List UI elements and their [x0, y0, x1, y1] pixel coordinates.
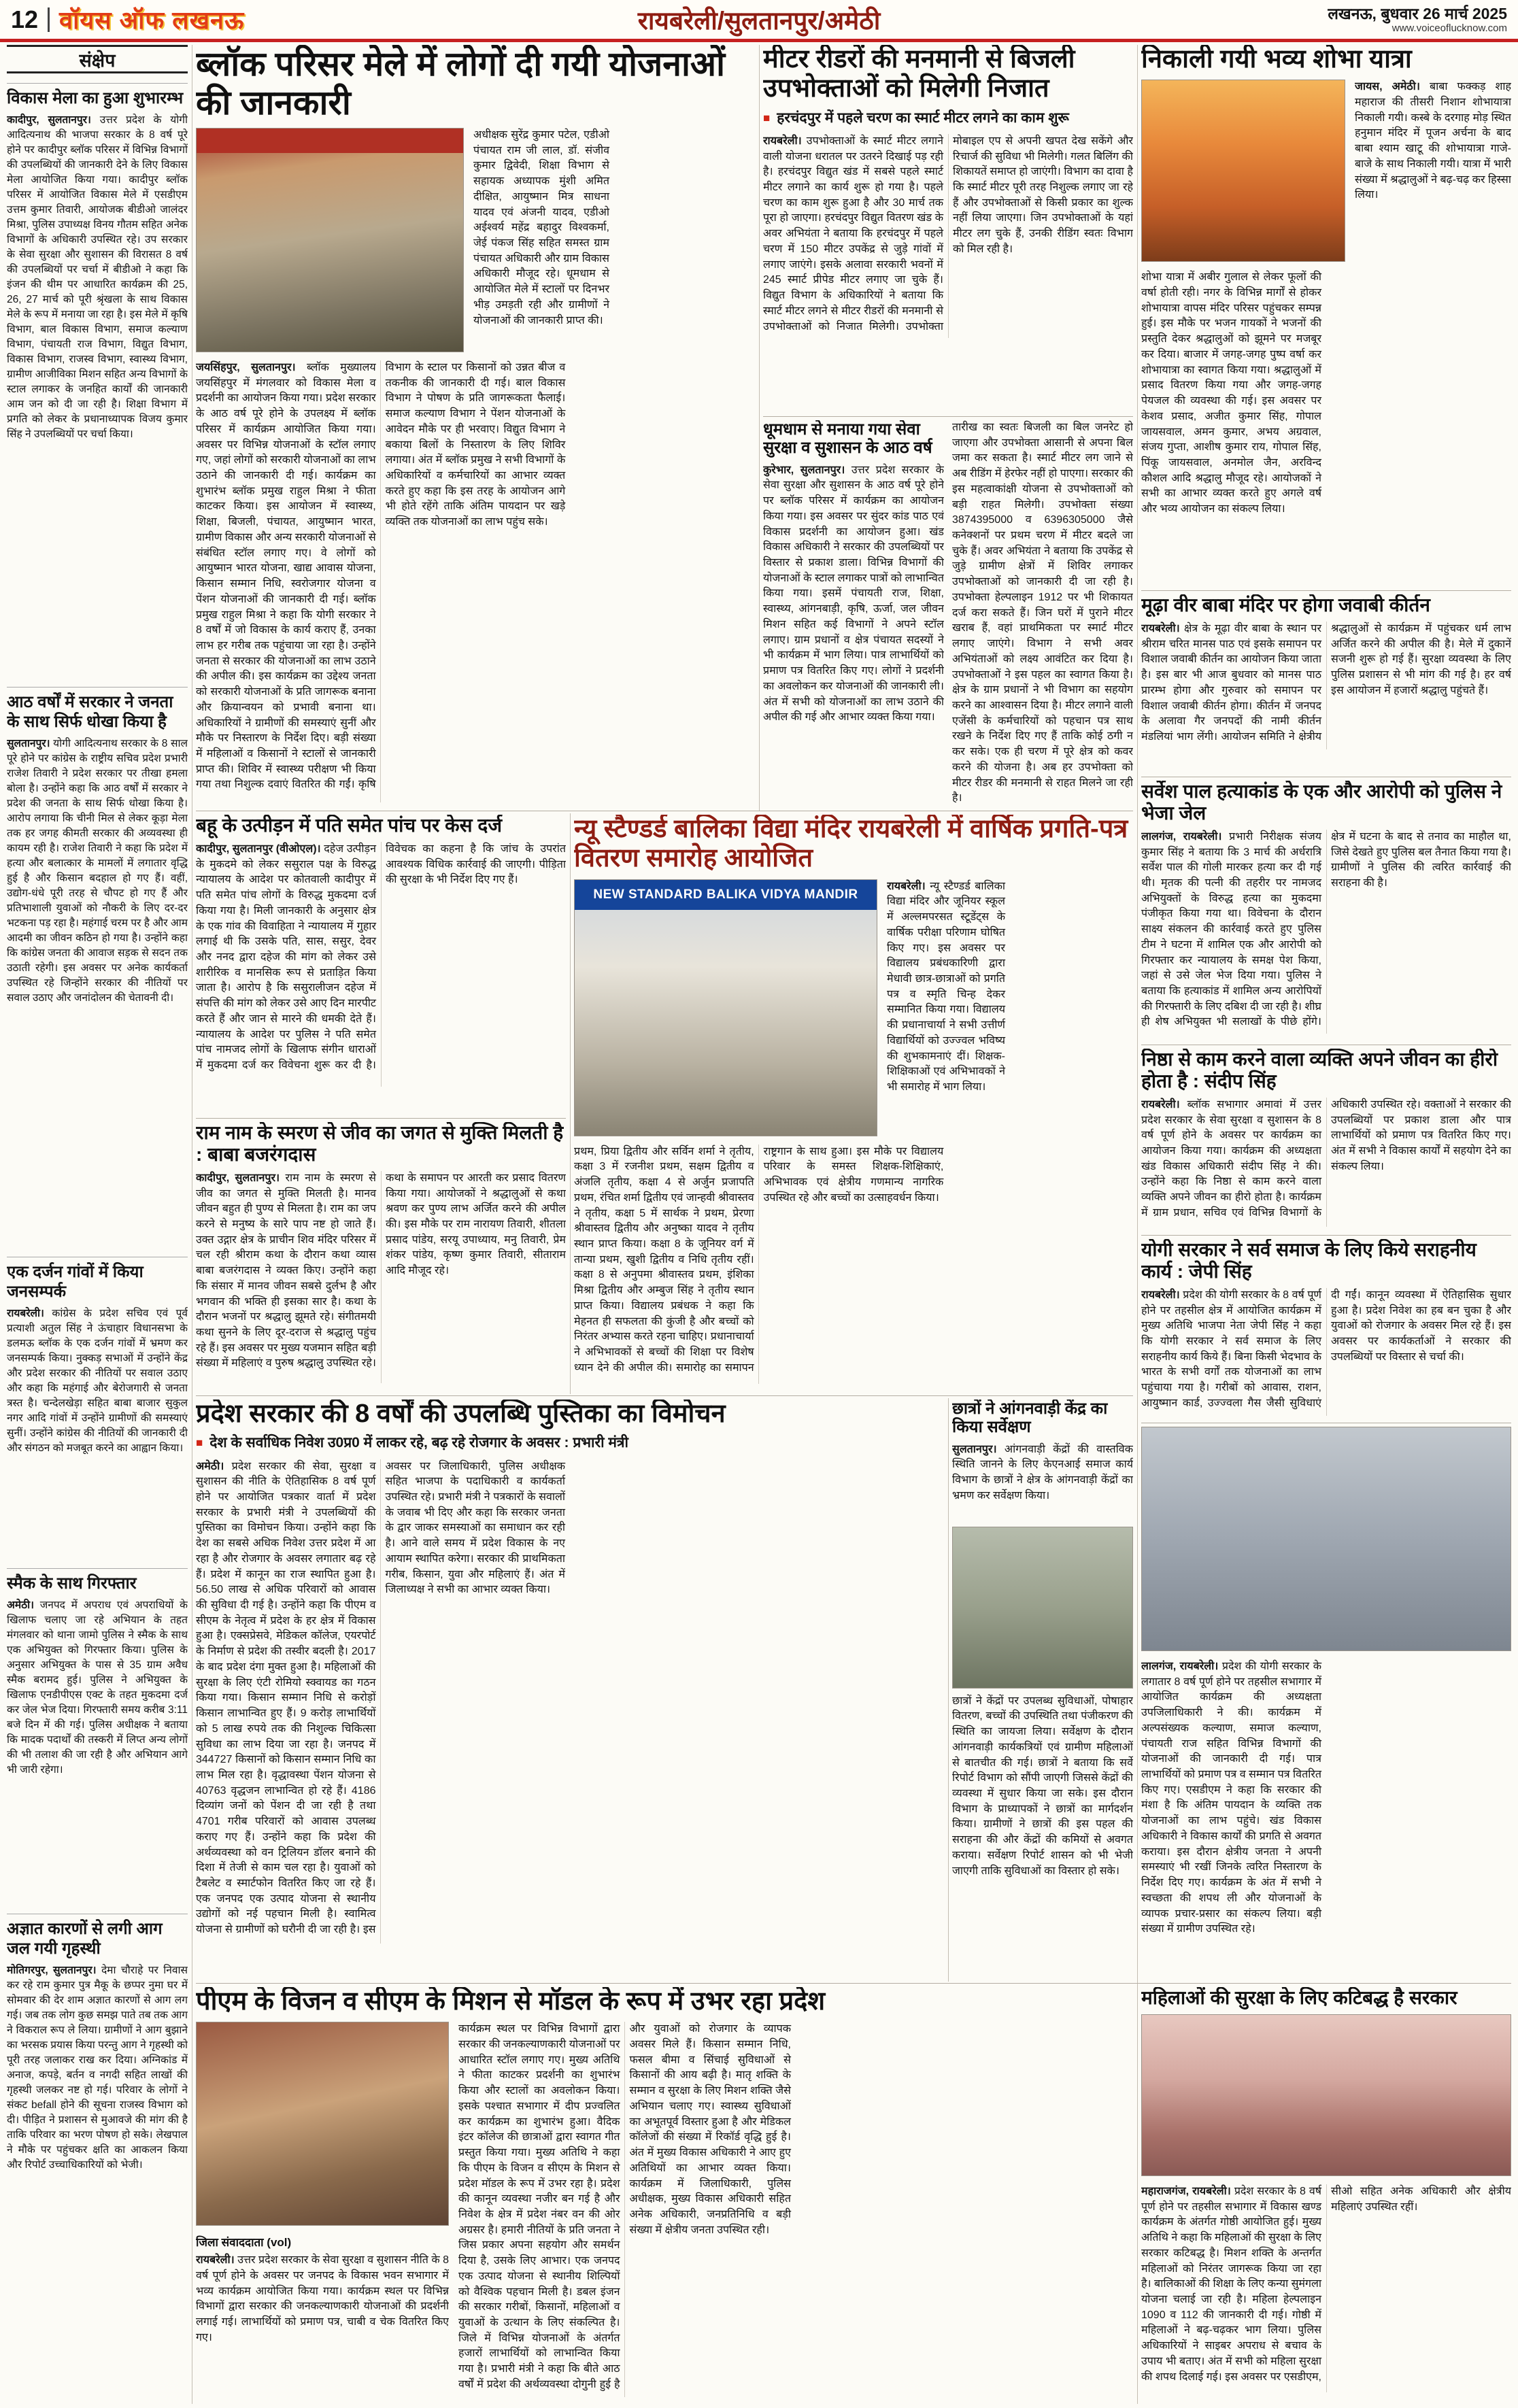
body-text: प्रदेश की योगी सरकार के 8 वर्ष पूर्ण होने पर तहसील क्षेत्र में आयोजित कार्यक्रम में मुख्य अतिथि भाजपा नेता जेपी सिंह ने कहा कि योगी सरकार ने सर्व समाज के लिए सराहनीय कार्य किये हैं। बिना किसी भेदभाव के भारत के सभी वर्गों तक योजनाओं का लाभ पहुंचाया गया है। गरीबों को आवास, राशन, आयुष्मान कार्ड, उज्ज्वला गैस जैसी सुविधाएं दी गईं। कानून व्यवस्था में ऐतिहासिक सुधार हुआ है। प्रदेश निवेश का हब बन चुका है और युवाओं को रोजगार के अवसर मिल रहे हैं। इस अवसर पर कार्यकर्ताओं ने सरकार की उपलब्धियों पर विस्तार से चर्चा की। — [1141, 1289, 1511, 1409]
dateline: कुरेभार, सुलतानपुर। — [763, 464, 845, 476]
headline: बहू के उत्पीड़न में पति समेत पांच पर केस दर्ज — [196, 815, 502, 836]
edition-region: रायबरेली/सुलतानपुर/अमेठी — [637, 7, 881, 35]
article-body-side — [1355, 80, 1511, 262]
anganwadi-survey-photo — [952, 1527, 1133, 1689]
dateline: सुलतानपुर। — [952, 1443, 997, 1455]
headline: मीटर रीडरों की मनमानी से बिजली उपभोक्ताओं को मिलेगी निजात — [763, 45, 1075, 103]
headline: ब्लॉक परिसर मेले में लोगों दी गयी योजनाओं की जानकारी — [196, 45, 725, 122]
dateline: लालगंज, रायबरेली। — [1141, 830, 1222, 843]
body-text: शोभा यात्रा में अबीर गुलाल से लेकर फूलों की वर्षा होती रही। नगर के विभिन्न मार्गों से होकर शोभायात्रा वापस मंदिर परिसर पहुंचकर सम्पन्न हुई। इस मौके पर भजन गायकों ने भजनों की प्रस्तुति देकर श्रद्धालुओं को झूमने पर मजबूर कर दिया। बाजार में जगह-जगह पुष्प वर्षा कर शोभायात्रा का स्वागत किया गया। श्रद्धालुओं में प्रसाद वितरण किया गया और जगह-जगह पेयजल की व्यवस्था की गई। इस अवसर पर केशव प्रसाद, अजीत कुमार सिंह, गोपाल जायसवाल, अमन कुमार, अभय अग्रवाल, संजय गुप्ता, आशीष कुमार राय, गोपाल सिंह, पिंकू जायसवाल, अनमोल जैन, अरविन्द कौशल आदि श्रद्धालु मौजूद रहे। आयोजकों ने सभी का आभार व्यक्त करते हुए अगले वर्ष और भव्य आयोजन का संकल्प लिया। — [1141, 271, 1321, 515]
article-body — [1141, 2184, 1511, 2392]
article-body — [196, 1459, 944, 1944]
article-body — [1141, 622, 1511, 749]
article-ram-naam — [196, 1122, 566, 1394]
body-text: उपभोक्ताओं के स्मार्ट मीटर लगाने वाली योजना धरातल पर उतरने दिखाई पड़ रही है। हरचंदपुर विद्युत खंड में सबसे पहले स्मार्ट मीटर लगाने का कार्य शुरू हो गया है। पहले चरण का काम शुरू हुआ है और 30 मार्च तक पूरा हो जाएगा। हरचंदपुर विद्युत वितरण खंड के अवर अभियंता ने बताया कि हरचंदपुर में पहले चरण में 150 मीटर उपकेंद्र से जुड़े गांवों में लगाए जाएंगे। इसके अलावा सरकारी भवनों में 245 स्मार्ट प्रीपेड मीटर लगाए जा चुके हैं। विद्युत विभाग के अधिकारियों ने बताया कि स्मार्ट मीटर लगने से मीटर रीडरों की मनमानी से उपभोक्ताओं को निजात मिलेगी। उपभोक्ता मोबाइल एप से अपनी खपत देख सकेंगे और रिचार्ज की सुविधा भी मिलेगी। गलत बिलिंग की शिकायतें समाप्त हो जाएंगी। विभाग का दावा है कि स्मार्ट मीटर पूरी तरह निशुल्क लगाए जा रहे हैं और उपभोक्ताओं से किसी प्रकार का शुल्क नहीं लिया जाएगा। जिन उपभोक्ताओं के यहां मीटर लग चुके हैं, उनकी रीडिंग स्वतः विभाग को मिल रही है। — [763, 135, 1133, 333]
page-header — [0, 0, 1518, 42]
school-banner: NEW STANDARD BALIKA VIDYA MANDIR — [575, 880, 877, 910]
headline: राम नाम के स्मरण से जीव का जगत से मुक्ति मिलती है : बाबा बजरंगदास — [196, 1122, 564, 1165]
body-text: तारीख का स्वतः बिजली का बिल जनरेट हो जाएगा और उपभोक्ता आसानी से अपना बिल जमा कर सकता है। स्मार्ट मीटर लग जाने से अब रीडिंग में हेरफेर नहीं हो पाएगा। सरकार की इस महत्वाकांक्षी योजना से उपभोक्ताओं को बड़ी राहत मिलेगी। उपभोक्ता संख्या 3874395000 व 6396305000 जैसे कनेक्शनों पर प्रथम चरण में मीटर बदले जा चुके हैं। अवर अभियंता ने बताया कि उपकेंद्र से जुड़े ग्रामीण क्षेत्रों में शिविर लगाकर उपभोक्ताओं को जानकारी दी जा रही है। उपभोक्ता हेल्पलाइन 1912 पर भी शिकायत दर्ज करा सकते हैं। जिन घरों में पुराने मीटर खराब हैं, वहां प्राथमिकता पर स्मार्ट मीटर लगाए जाएंगे। विभाग ने सभी अवर अभियंताओं को लक्ष्य आवंटित कर दिया है। उपभोक्ताओं ने इस पहल का स्वागत किया है। क्षेत्र के ग्राम प्रधानों ने भी विभाग का सहयोग करने का आश्वासन दिया है। मीटर लगाने वाली एजेंसी के कर्मचारियों को पहचान पत्र साथ रखने के निर्देश दिए गए हैं ताकि कोई ठगी न कर सके। एक ही चरण में पूरे क्षेत्र को कवर करने की योजना है। अब हर उपभोक्ता को मीटर रीडर की मनमानी से राहत मिलने जा रही है। — [952, 422, 1133, 804]
body-text: प्रभारी निरीक्षक संजय कुमार सिंह ने बताया कि 3 मार्च की अर्धरात्रि सर्वेश पाल की गोली मारकर हत्या कर दी गई थी। मृतक की पत्नी की तहरीर पर नामजद अभियुक्तों के विरुद्ध हत्या का मुकदमा पंजीकृत किया गया था। विवेचना के दौरान साक्ष्य संकलन की कार्रवाई करते हुए पुलिस टीम ने घटना में शामिल एक और आरोपी को गिरफ्तार कर न्यायालय के समक्ष पेश किया, जहां से उसे जेल भेज दिया गया। पुलिस ने बताया कि हत्याकांड में शामिल अन्य आरोपियों की गिरफ्तारी के लिए दबिश दी जा रही है। शीघ्र ही शेष अभियुक्त भी सलाखों के पीछे होंगे। क्षेत्र में घटना के बाद से तनाव का माहौल था, जिसे देखते हुए पुलिस बल तैनात किया गया है। ग्रामीणों ने पुलिस की त्वरित कार्रवाई की सराहना की है। — [1141, 830, 1511, 1028]
body-text: राम नाम के स्मरण से जीव का जगत से मुक्ति मिलती है। मानव जीवन बहुत ही पुण्य से मिलता है। राम का जप करने से मनुष्य के सारे पाप नष्ट हो जाते हैं। उक्त उद्गार क्षेत्र के प्राचीन शिव मंदिर परिसर में चल रही श्रीराम कथा के दौरान कथा व्यास बाबा बजरंगदास ने व्यक्त किए। उन्होंने कहा कि संसार में मानव जीवन सबसे दुर्लभ है और भगवान की भक्ति ही इसका सार है। कथा के दौरान भजनों पर श्रद्धालु झूमते रहे। संगीतमयी कथा सुनने के लिए दूर-दराज से श्रद्धालु पहुंच रहे हैं। इस अवसर पर मुख्य यजमान सहित बड़ी संख्या में महिलाएं व पुरुष श्रद्धालु उपस्थित रहे। कथा के समापन पर आरती कर प्रसाद वितरण किया गया। आयोजकों ने श्रद्धालुओं से कथा श्रवण कर पुण्य लाभ अर्जित करने की अपील की। इस मौके पर राम नारायण तिवारी, शीतला प्रसाद पांडेय, सरयू उपाध्याय, मनु तिवारी, प्रेम शंकर पांडेय, कृष्ण कुमार तिवारी, सीताराम आदि मौजूद रहे। — [196, 1172, 566, 1370]
column-rule — [1137, 45, 1138, 2404]
article-pradesh-8-varsh — [196, 1400, 944, 1982]
dateline: महाराजगंज, रायबरेली। — [1141, 2185, 1231, 2197]
kicker-text: देश के सर्वाधिक निवेश उ0प्र0 में लाकर रहे, बढ़ रहे रोजगार के अवसर : प्रभारी मंत्री — [209, 1435, 628, 1451]
masthead: वॉयस ऑफ लखनऊ — [59, 6, 245, 34]
dateline: जयसिंहपुर, सुलतानपुर। — [196, 362, 296, 373]
headline: धूमधाम से मनाया गया सेवा सुरक्षा व सुशासन के आठ वर्ष — [763, 420, 932, 458]
dateline: रायबरेली। — [7, 1307, 44, 1319]
brief-headline: विकास मेला का हुआ शुभारम्भ — [7, 89, 184, 107]
body-text: देमा चौराहे पर निवास कर रहे राम कुमार पुत्र मैकू के छप्पर नुमा घर में सोमवार की देर शाम अज्ञात कारणों से आग लग गई। जब तक लोग कुछ समझ पाते तब तक आग ने विकराल रूप ले लिया। ग्रामीणों ने आग बुझाने का भरसक प्रयास किया परन्तु आग ने गृहस्थी को पूरी तरह जलाकर राख कर दिया। अग्निकांड में अनाज, कपड़े, बर्तन व नगदी सहित लाखों की गृहस्थी जलकर नष्ट हो गई। परिवार के लोगों ने संकट befall होने की सूचना राजस्व विभाग को दी। पीड़ित ने प्रशासन से मुआवजे की मांग की है ताकि परिवार का भरण पोषण हो सके। लेखपाल ने मौके पर पहुंचकर क्षति का आकलन किया और रिपोर्ट उच्चाधिकारियों को भेजी। — [7, 1964, 188, 2171]
body-text: उत्तर प्रदेश के योगी आदित्यनाथ की भाजपा सरकार के 8 वर्ष पूरे होने पर कादीपुर ब्लॉक परिसर में विभिन्न विभागों की उपलब्धियों की जानकारी देने के लिए विकास मेला आयोजित किया गया। कादीपुर ब्लॉक परिसर में आयोजित विकास मेले में एसडीएम उत्तम कुमार तिवारी, आयोजक बीडीओ जालंदर मिश्रा, पुलिस उपाध्यक्ष विनय गौतम सहित अनेक विभागों के अधिकारी उपस्थित रहे। उप सरकार के सेवा सुरक्षा और सुशासन की विरासत 8 वर्ष की उपलब्धियों पर चर्चा में बीडीओ ने कहा कि इंजन की थीम पर आधारित कार्यक्रम की 25, 26, 27 मार्च को पूरी श्रृंखला के साथ विकास मेले के रूप में मनाया जा रहा है। इस मेले में कृषि विभाग, बाल विकास विभाग, समाज कल्याण विभाग, पंचायती राज विभाग, विद्युत विभाग, विकास विभाग, राजस्व विभाग, स्वास्थ्य विभाग, ग्रामीण आजीविका मिशन सहित अन्य विभागों के स्टाल लगाकर के जनहित कार्यों की जानकारी आम जन को दी जा रही है। शिक्षा विभाग में प्रगति को लेकर के प्रधानाध्यापक विजय कुमार सिंह ने उपलब्धियों पर चर्चा किया। — [7, 114, 188, 440]
column-rule — [948, 1398, 949, 1982]
article-body — [196, 842, 566, 1087]
body-text: आंगनवाड़ी केंद्रों की वास्तविक स्थिति जानने के लिए केएनआई समाज कार्य विभाग के छात्रों ने क्षेत्र के आंगनवाड़ी केंद्रों का भ्रमण कर सर्वेक्षण किया। — [952, 1443, 1133, 1502]
dateline: लालगंज, रायबरेली। — [1141, 1661, 1219, 1672]
dateline: रायबरेली। — [887, 880, 926, 892]
article-body — [1141, 1288, 1511, 1416]
article-body — [196, 360, 755, 802]
body-text: दहेज उत्पीड़न के मुकदमे को लेकर ससुराल पक्ष के विरुद्ध न्यायालय के आदेश पर कोतवाली कादीपुर में पति समेत पांच लोगों के विरुद्ध मुकदमा दर्ज किया गया है। मिली जानकारी के अनुसार क्षेत्र के एक गांव की विवाहिता ने न्यायालय में गुहार लगाई थी कि उसके पति, सास, ससुर, देवर और ननद द्वारा दहेज की मांग को लेकर उसे शारीरिक व मानसिक रूप से प्रताड़ित किया जाता है। आरोप है कि ससुरालीजन दहेज में संपत्ति की मांग को लेकर उसे आए दिन मारपीट करते हैं और जान से मारने की धमकी देते हैं। न्यायालय के आदेश पर पुलिस ने पति समेत पांच नामजद लोगों के खिलाफ संगीन धाराओं में मुकदमा दर्ज कर विवेचना शुरू कर दी है। विवेचक का कहना है कि जांच के उपरांत आवश्यक विधिक कार्रवाई की जाएगी। पीड़िता की सुरक्षा के भी निर्देश दिए गए हैं। — [196, 843, 566, 1071]
headline: निष्ठा से काम करने वाला व्यक्ति अपने जीवन का हीरो होता है : संदीप सिंह — [1141, 1049, 1498, 1091]
body-text: कांग्रेस के प्रदेश सचिव एवं पूर्व प्रत्याशी अतुल सिंह ने ऊंचाहार विधानसभा के डलमऊ ब्लॉक के एक दर्जन गांवों में भ्रमण कर जनसम्पर्क किया। नुक्कड़ सभाओं में उन्होंने केंद्र और प्रदेश सरकार की नीतियों पर सवाल उठाए और कहा कि महंगाई और बेरोजगारी से जनता त्रस्त है। चन्देलखेड़ा सहित बाबा बाजार सुकुल नगर आदि गांवों में उन्होंने ग्रामीणों की समस्याएं सुनीं। उन्होंने कांग्रेस की नीतियों की जानकारी दी और संगठन को मजबूत करने का आह्वान किया। — [7, 1307, 188, 1454]
column-rule — [570, 813, 571, 1394]
headline: पीएम के विजन व सीएम के मिशन से मॉडल के रूप में उभर रहा प्रदेश — [196, 1987, 826, 2016]
article-moodha-kirtan — [1141, 594, 1511, 774]
section-rule — [1141, 590, 1511, 591]
article-block-mela — [196, 45, 755, 808]
headline: न्यू स्टैण्डर्ड बालिका विद्या मंदिर रायबरेली में वार्षिक प्रगति-पत्र वितरण समारोह आयोजित — [574, 815, 1128, 873]
article-body — [1141, 830, 1511, 1034]
mahila-suraksha-photo — [1141, 2014, 1511, 2176]
dateline: सुलतानपुर। — [7, 737, 50, 749]
body-text: न्यू स्टैण्डर्ड बालिका विद्या मंदिर और जूनियर स्कूल में अल्लमपरसत स्टूडेंट्स के वार्षिक परीक्षा परिणाम घोषित किए गए। इस अवसर पर विद्यालय प्रबंधकारिणी द्वारा मेधावी छात्र-छात्राओं को प्रगति पत्र व स्मृति चिन्ह देकर सम्मानित किया गया। विद्यालय की प्रधानाचार्या ने सभी उत्तीर्ण विद्यार्थियों को उज्ज्वल भविष्य की शुभकामनाएं दीं। शिक्षक-शिक्षिकाओं एवं अभिभावकों ने भी समारोह में भाग लिया। — [887, 880, 1005, 1093]
section-rule — [196, 1983, 1511, 1984]
body-text: जनपद में अपराध एवं अपराधियों के खिलाफ चलाए जा रहे अभियान के तहत मंगलवार को थाना जामो पुलिस ने स्मैक के साथ एक अभियुक्त को गिरफ्तार किया। पुलिस के अनुसार अभियुक्त के पास से 35 ग्राम अवैध स्मैक बरामद हुई। पुलिस ने अभियुक्त के खिलाफ एनडीपीएस एक्ट के तहत मुकदमा दर्ज कर जेल भेज दिया। गिरफ्तारी समय करीब 3:11 बजे दिन में की गई। पुलिस अधीक्षक ने बताया कि मादक पदार्थों की तस्करी में लिप्त अन्य लोगों की भी तलाश की जा रही है और अभियान आगे भी जारी रहेगा। — [7, 1599, 188, 1776]
article-shobha-yatra — [1141, 45, 1511, 588]
article-mahila-suraksha — [1141, 1987, 1511, 2404]
article-body-top — [952, 1442, 1133, 1521]
shobha-yatra-photo — [1141, 80, 1345, 262]
article-pm-vision — [196, 1987, 1133, 2404]
dateline: रायबरेली। — [763, 135, 802, 147]
page-number: 12 — [11, 7, 50, 32]
brief-headline: अज्ञात कारणों से लगी आग जल गयी गृहस्थी — [7, 1920, 163, 1958]
body-text: प्रथम, प्रिया द्वितीय और सर्विन शर्मा ने तृतीय, कक्षा 3 में रजनीश प्रथम, सक्षम द्वितीय व अंजलि तृतीय, कक्षा 4 से अर्जुन प्रजापति प्रथम, रंचित शर्मा द्वितीय एवं जान्हवी श्रीवास्तव ने तृतीय, कक्षा 5 में सार्थक ने प्रथम, प्रेरणा श्रीवास्तव द्वितीय और अनुष्का यादव ने तृतीय स्थान प्राप्त किया। कक्षा 8 के जूनियर वर्ग में तान्या प्रथम, खुशी द्वितीय व निधि तृतीय रहीं। कक्षा 8 से अनुपमा श्रीवास्तव प्रथम, इंशिका मिश्रा द्वितीय और अम्बुज सिंह ने तृतीय स्थान प्राप्त किया। विद्यालय प्रबंधक ने कहा कि मेहनत ही सफलता की कुंजी है और बच्चों को निरंतर अभ्यास करते रहना चाहिए। प्रधानाचार्या ने अभिभावकों से बच्चों की शिक्षा पर विशेष ध्यान देने की अपील की। समारोह का समापन राष्ट्रगान के साथ हुआ। इस मौके पर विद्यालय परिवार के समस्त शिक्षक-शिक्षिकाएं, अभिभावक एवं क्षेत्रीय गणमान्य नागरिक उपस्थित रहे और बच्चों का उत्साहवर्धन किया। — [574, 1145, 944, 1374]
article-dhoomdham — [763, 420, 944, 808]
article-new-standard — [574, 815, 1133, 1394]
headline: सर्वेश पाल हत्याकांड के एक और आरोपी को पुलिस ने भेजा जेल — [1141, 781, 1502, 824]
photo-banner-strip — [197, 129, 463, 153]
brief-body — [7, 736, 188, 1006]
body-text: योगी आदित्यनाथ सरकार के 8 साल पूरे होने पर कांग्रेस के राष्ट्रीय सचिव प्रदेश प्रभारी राजेश तिवारी ने प्रदेश सरकार पर तीखा हमला बोला है। उन्होंने कहा कि आठ वर्षों में सरकार ने प्रदेश की जनता के साथ सिर्फ धोखा किया है। आरोप लगाया कि चीनी मिल से लेकर कूड़ा मेला तक हर जगह कीमती सरकार की अव्यवस्था ही कायम रही है। राजेश तिवारी ने कहा कि प्रदेश में हत्या और बलात्कार के मामलों में लगातार वृद्धि हुई है और किसान बदहाल हो गए हैं। वहीं, उद्योग-धंधे पूरी तरह से चौपट हो गए हैं और प्रतिभाशाली युवाओं को नौकरी के लिए दर-दर भटकना पड़ रहा है। महंगाई चरम पर है और आम आदमी का जीवन कठिन हो गया है। उन्होंने कहा कि कांग्रेस जनता की आवाज सड़क से सदन तक उठाती रहेगी। इस अवसर पर अनेक कार्यकर्ता उपस्थित रहे जिन्होंने सरकार की नीतियों पर सवाल उठाए और जनांदोलन की चेतावनी दी। — [7, 737, 188, 1004]
article-anganwadi-survey — [952, 1400, 1133, 1982]
article-body — [1141, 1659, 1511, 1978]
body-text: उत्तर प्रदेश सरकार के सेवा सुरक्षा व सुशासन नीति के 8 वर्ष पूर्ण होने के अवसर पर जनपद के विकास भवन सभागार में भव्य कार्यक्रम आयोजित किया गया। कार्यक्रम स्थल पर विभिन्न विभागों द्वारा सरकार की जनकल्याणकारी योजनाओं की प्रदर्शनी लगाई गई। लाभार्थियों को प्रमाण पत्र, चाबी व चेक वितरित किए गए। — [196, 2254, 449, 2343]
section-rule — [196, 1395, 1133, 1396]
body-text: प्रदेश की योगी सरकार के लगातार 8 वर्ष पूर्ण होने पर तहसील सभागार में आयोजित कार्यक्रम की अध्यक्षता उपजिलाधिकारी ने की। कार्यक्रम में अल्पसंख्यक कल्याण, समाज कल्याण, पंचायती राज सहित विभिन्न विभागों की योजनाओं की जानकारी दी गई। पात्र लाभार्थियों को प्रमाण पत्र व सम्मान पत्र वितरित किए गए। एसडीएम ने कहा कि सरकार की मंशा है कि अंतिम पायदान के व्यक्ति तक योजनाओं का लाभ पहुंचे। खंड विकास अधिकारी ने विकास कार्यों की प्रगति से अवगत कराया। इस दौरान क्षेत्रीय जनता ने अपनी समस्याएं भी रखीं जिनके त्वरित निस्तारण के निर्देश दिए गए। कार्यक्रम के अंत में सभी ने स्वच्छता की शपथ ली और योजनाओं के व्यापक प्रचार-प्रसार का संकल्प लिया। बड़ी संख्या में ग्रामीण उपस्थित रहे। — [1141, 1661, 1322, 1935]
headline: योगी सरकार ने सर्व समाज के लिए किये सराहनीय कार्य : जेपी सिंह — [1141, 1239, 1477, 1282]
article-yogi-jp-singh — [1141, 1239, 1511, 1420]
brief-body — [7, 1598, 188, 1778]
brief-jansampark — [7, 1257, 188, 1563]
article-body-side — [887, 879, 1133, 1136]
brief-headline: एक दर्जन गांवों में किया जनसम्पर्क — [7, 1263, 144, 1301]
article-body — [763, 463, 944, 780]
article-sarvesh-pal — [1141, 781, 1511, 1042]
article-body — [196, 1171, 566, 1383]
dateline: अमेठी। — [7, 1599, 35, 1611]
article-lalganj-report — [1141, 1427, 1511, 1980]
brief-body — [7, 1963, 188, 2173]
article-body — [1141, 1098, 1511, 1227]
article-body-left — [196, 2253, 449, 2397]
bullet-icon: ■ — [763, 111, 771, 124]
brief-aag — [7, 1914, 188, 2362]
article-meter-continued — [952, 420, 1133, 808]
headline: मूढ़ा वीर बाबा मंदिर पर होगा जवाबी कीर्तन — [1141, 594, 1430, 615]
dateline: मोतिगरपुर, सुलतानपुर। — [7, 1964, 97, 1976]
dateline: रायबरेली। — [1141, 622, 1180, 634]
dateline: कादीपुर, सुलतानपुर (वीओएल)। — [196, 843, 321, 855]
headline: निकाली गयी भव्य शोभा यात्रा — [1141, 45, 1412, 73]
brief-aath-varsh — [7, 687, 188, 1251]
kicker — [196, 1434, 755, 1452]
headline: महिलाओं की सुरक्षा के लिए कटिबद्ध है सरकार — [1141, 1987, 1457, 2008]
dateline: रायबरेली। — [1141, 1098, 1180, 1110]
header-right — [1328, 5, 1507, 35]
brief-smack — [7, 1568, 188, 1908]
dateline: रायबरेली। — [196, 2254, 235, 2267]
brief-headline: आठ वर्षों में सरकार ने जनता के साथ सिर्फ धोखा किया है — [7, 693, 173, 731]
body-text: बाबा फक्कड़ शाह महाराज की तीसरी निशान शोभायात्रा निकाली गयी। कस्बे के दरगाह मोड़ स्थित हनुमान मंदिर में पूजन अर्चना के बाद बाबा श्याम खाटू की शोभायात्रा गाजे-बाजे के साथ निकाली गयी। यात्रा में भारी संख्या में श्रद्धालुओं ने बढ़-चढ़ कर हिस्सा लिया। — [1355, 81, 1511, 201]
article-bahu-utpidan — [196, 815, 566, 1115]
column-rule — [759, 45, 760, 811]
section-rule — [196, 1118, 566, 1119]
article-body-right — [458, 2022, 1133, 2397]
body-text: छात्रों ने केंद्रों पर उपलब्ध सुविधाओं, पोषाहार वितरण, बच्चों की उपस्थिति तथा पंजीकरण की स्थिति का जायजा लिया। सर्वेक्षण के दौरान आंगनवाड़ी कार्यकत्रियों एवं ग्रामीण महिलाओं से बातचीत की गई। छात्रों ने बताया कि सर्वे रिपोर्ट विभाग को सौंपी जाएगी जिससे केंद्रों की व्यवस्था में सुधार किया जा सके। इस दौरान विभाग के प्राध्यापकों ने छात्रों का मार्गदर्शन किया। ग्रामीणों ने छात्रों की इस पहल की सराहना की और केंद्रों की कमियों से अवगत कराया। सर्वेक्षण रिपोर्ट शासन को भी भेजी जाएगी ताकि सुविधाओं का विस्तार हो सके। — [952, 1695, 1133, 1877]
kicker-text: हरचंदपुर में पहले चरण का स्मार्ट मीटर लगने का काम शुरू — [777, 109, 1069, 126]
website-url: www.voiceoflucknow.com — [1392, 22, 1507, 35]
dateline: कादीपुर, सुलतानपुर। — [7, 114, 91, 126]
article-body-bottom — [952, 1694, 1133, 1969]
section-rule — [1141, 1235, 1511, 1236]
dateline: कादीपुर, सुलतानपुर। — [196, 1172, 280, 1184]
headline: छात्रों ने आंगनवाड़ी केंद्र का किया सर्वेक्षण — [952, 1400, 1108, 1437]
section-rule — [763, 416, 1133, 417]
article-body-side — [473, 128, 755, 352]
body-text: ब्लॉक मुख्यालय जयसिंहपुर में मंगलवार को विकास मेला व प्रदर्शनी का आयोजन किया गया। प्रदेश सरकार के आठ वर्ष पूरे होने के उपलक्ष्य में ब्लॉक परिसर में कार्यक्रम आयोजित किया गया। अवसर पर विभिन्न योजनाओं के स्टॉल लगाए गए, जहां लोगों को सरकारी योजनाओं का लाभ उठाने की जानकारी दी गई। कार्यक्रम का शुभारंभ ब्लॉक प्रमुख राहुल मिश्रा ने फीता काटकर किया। इस आयोजन में स्वास्थ्य, शिक्षा, बिजली, पंचायत, आयुष्मान भारत, ग्रामीण विकास और अन्य सरकारी योजनाओं से संबंधित स्टॉल लगाए गए। वे लोगों को आयुष्मान भारत योजना, खाद्य आवास योजना, किसान सम्मान निधि, स्वरोजगार योजना व पेंशन योजनाओं की जानकारी दी गई। ब्लॉक प्रमुख राहुल मिश्रा ने कहा कि योगी सरकार ने 8 वर्षों में जो विकास के कार्य कराए हैं, उनका लाभ हर गरीब तक पहुंचाया जा रहा है। उन्होंने जनता से सरकार की योजनाओं का लाभ उठाने की अपील की। इस कार्यक्रम का उद्देश्य जनता को सरकारी योजनाओं के प्रति जागरूक बनाना और क्रियान्वयन को प्रभावी बनाना था। अधिकारियों ने ग्रामीणों की समस्याएं सुनीं और मौके पर निस्तारण के निर्देश दिए। बड़ी संख्या में महिलाओं व किसानों ने स्टालों से जानकारी प्राप्त की। शिविर में स्वास्थ्य परीक्षण भी किया गया तथा निशुल्क दवाएं वितरित की गईं। कृषि विभाग के स्टाल पर किसानों को उन्नत बीज व तकनीक की जानकारी दी गई। बाल विकास विभाग ने पोषण के प्रति जागरूकता फैलाई। समाज कल्याण विभाग ने पेंशन योजनाओं के आवेदन मौके पर ही भरवाए। विद्युत विभाग ने बकाया बिलों के निस्तारण के लिए शिविर लगाया। अंत में ब्लॉक प्रमुख ने सभी विभागों के अधिकारियों व कर्मचारियों का आभार व्यक्त करते हुए कहा कि इस तरह के आयोजन आगे भी होते रहेंगे ताकि अंतिम पायदान पर खड़े व्यक्ति तक योजनाओं का लाभ पहुंच सके। — [196, 362, 566, 791]
headline: प्रदेश सरकार की 8 वर्षों की उपलब्धि पुस्तिका का विमोचन — [196, 1400, 726, 1428]
body-text: प्रदेश सरकार की सेवा, सुरक्षा व सुशासन की नीति के ऐतिहासिक 8 वर्ष पूर्ण होने पर आयोजित पत्रकार वार्ता में प्रदेश सरकार के प्रभारी मंत्री ने उपलब्धियों की पुस्तिका का विमोचन किया। उन्होंने कहा कि देश का सबसे अधिक निवेश उत्तर प्रदेश में आ रहा है और रोजगार के अवसर लगातार बढ़ रहे हैं। प्रदेश में कानून का राज स्थापित हुआ है। 56.50 लाख से अधिक परिवारों को आवास की सुविधा दी गई है। उन्होंने कहा कि पीएम व सीएम के नेतृत्व में प्रदेश के हर क्षेत्र में विकास हुआ है। एक्सप्रेसवे, मेडिकल कॉलेज, एयरपोर्ट के निर्माण से प्रदेश की तस्वीर बदली है। 2017 के बाद प्रदेश दंगा मुक्त हुआ है। महिलाओं की सुरक्षा के लिए एंटी रोमियो स्क्वायड का गठन किया गया। किसान सम्मान निधि से करोड़ों किसान लाभान्वित हुए हैं। 9 करोड़ लाभार्थियों को 5 लाख रुपये तक की निशुल्क चिकित्सा सुविधा का लाभ दिया जा रहा है। जनपद में 344727 किसानों को किसान सम्मान निधि का लाभ मिल रहा है। वृद्धावस्था पेंशन योजना से 40763 वृद्धजन लाभान्वित हो रहे हैं। 4186 दिव्यांग जनों को पेंशन दी जा रही है तथा 4701 गरीब परिवारों को आवास उपलब्ध कराए गए हैं। उन्होंने कहा कि प्रदेश की अर्थव्यवस्था को वन ट्रिलियन डॉलर बनाने की दिशा में तेजी से काम चल रहा है। युवाओं को टैबलेट व स्मार्टफोन वितरित किए जा रहे हैं। एक जनपद एक उत्पाद योजना से स्थानीय उद्योगों को नई पहचान मिली है। स्वामित्व योजना से ग्रामीणों को घरौनी दी जा रही है। इस अवसर पर जिलाधिकारी, पुलिस अधीक्षक सहित भाजपा के पदाधिकारी व कार्यकर्ता उपस्थित रहे। प्रभारी मंत्री ने पत्रकारों के सवालों के जवाब भी दिए और कहा कि सरकार जनता के द्वार जाकर समस्याओं का समाधान कर रही है। आने वाले समय में प्रदेश विकास के नए आयाम स्थापित करेगा। सरकार की प्राथमिकता गरीब, किसान, युवा और महिलाएं हैं। अंत में जिलाध्यक्ष ने सभी का आभार व्यक्त किया। — [196, 1460, 565, 1936]
article-nishtha — [1141, 1049, 1511, 1232]
sidebar-briefs — [7, 45, 188, 2404]
brief-body — [7, 113, 188, 442]
body-text: क्षेत्र के मूढ़ा वीर बाबा के स्थान पर श्रीराम चरित मानस पाठ एवं इसके समापन पर विशाल जवाबी कीर्तन का आयोजन किया जाता है। इस बार भी आज बुधवार को मानस पाठ प्रारम्भ होगा और गुरुवार को समापन पर विशाल जवाबी कीर्तन होगा। कीर्तन में जनपद के अलावा गैर जनपदों की नामी कीर्तन मंडलियां भाग लेंगी। आयोजन समिति ने क्षेत्रीय श्रद्धालुओं से कार्यक्रम में पहुंचकर धर्म लाभ अर्जित करने की अपील की है। मेले में दुकानें सजनी शुरू हो गई हैं। सुरक्षा व्यवस्था के लिए पुलिस प्रशासन से भी मांग की गई है। हर वर्ष इस आयोजन में हजारों श्रद्धालु पहुंचते हैं। — [1141, 622, 1511, 743]
body-text: ब्लॉक सभागार अमावां में उत्तर प्रदेश सरकार के सेवा सुरक्षा व सुशासन के 8 वर्ष पूर्ण होने के अवसर पर कार्यक्रम का आयोजन किया गया। कार्यक्रम की अध्यक्षता खंड विकास अधिकारी संदीप सिंह ने की। उन्होंने कहा कि निष्ठा से काम करने वाला व्यक्ति अपने जीवन का हीरो होता है। कार्यक्रम में ग्राम प्रधान, सचिव एवं विभिन्न विभागों के अधिकारी उपस्थित रहे। वक्ताओं ने सरकार की उपलब्धियों पर प्रकाश डाला और पात्र लाभार्थियों को प्रमाण पत्र वितरित किए गए। अंत में सभी ने विकास कार्यों में सहयोग देने का संकल्प लिया। — [1141, 1098, 1511, 1219]
dateline: रायबरेली। — [1141, 1289, 1180, 1301]
article-body — [763, 134, 1133, 338]
brief-body — [7, 1306, 188, 1456]
lalganj-meeting-photo — [1141, 1427, 1511, 1651]
dateline: अमेठी। — [196, 1460, 224, 1472]
body-text: प्रदेश सरकार के 8 वर्ष पूर्ण होने पर तहसील सभागार में विकास खण्ड कार्यक्रम के अंतर्गत गोष्ठी आयोजित हुई। मुख्य अतिथि ने कहा कि महिलाओं की सुरक्षा के लिए सरकार कटिबद्ध है। मिशन शक्ति के अन्तर्गत महिलाओं को निरंतर जागरूक किया जा रहा है। बालिकाओं की शिक्षा के लिए कन्या सुमंगला योजना चलाई जा रही है। महिला हेल्पलाइन 1090 व 112 की जानकारी दी गई। गोष्ठी में महिलाओं ने बढ़-चढ़कर भाग लिया। पुलिस अधिकारियों ने साइबर अपराध से बचाव के उपाय भी बताए। अंत में सभी को महिला सुरक्षा की शपथ दिलाई गई। इस अवसर पर एसडीएम, सीओ सहित अनेक अधिकारी और क्षेत्रीय महिलाएं उपस्थित रहीं। — [1141, 2185, 1511, 2383]
brief-vikas-mela — [7, 83, 188, 681]
article-body — [574, 1144, 1133, 1384]
dateline: जायस, अमेठी। — [1355, 81, 1420, 93]
date-line: लखनऊ, बुधवार 26 मार्च 2025 — [1328, 4, 1507, 22]
byline: जिला संवाददाता (vol) — [196, 2236, 292, 2250]
kicker — [763, 109, 1133, 127]
body-text: उत्तर प्रदेश सरकार के सेवा सुरक्षा और सुशासन के आठ वर्ष पूरे होने पर ब्लॉक परिसर में कार्यक्रम का आयोजन किया गया। इस अवसर पर सुंदर कांड पाठ एवं विकास प्रदर्शनी का आयोजन हुआ। खंड विकास अधिकारी ने सरकार की उपलब्धियों पर विस्तार से प्रकाश डाला। विभिन्न विभागों की योजनाओं के स्टाल लगाकर पात्रों को लाभान्वित किया गया। इसमें पंचायती राज, शिक्षा, स्वास्थ्य, आंगनबाड़ी, कृषि, ऊर्जा, जल जीवन मिशन सहित कई विभागों ने अपने स्टॉल लगाए। ग्राम प्रधानों व क्षेत्र पंचायत सदस्यों ने भी कार्यक्रम में भाग लिया। पात्र लाभार्थियों को प्रमाण पत्र वितरित किए गए। लोगों ने प्रदर्शनी का अवलोकन कर योजनाओं की जानकारी ली। अंत में सभी को योजनाओं का लाभ उठाने की अपील की गई और आभार व्यक्त किया गया। — [763, 464, 944, 724]
body-text: अधीक्षक सुरेंद्र कुमार पटेल, एडीओ पंचायत राम जी लाल, डॉ. संजीव कुमार द्विवेदी, शिक्षा विभाग से सहायक अध्यापक मुंशी अमित दीक्षित, आयुष्मान मित्र साधना यादव एवं अंजनी यादव, एडीओ अईश्वर्य महेंद्र बहादुर विश्वकर्मा, जेई पंकज सिंह सहित समस्त ग्राम पंचायत अधिकारी और ग्राम विकास अधिकारी मौजूद रहे। धूमधाम से आयोजित मेले में स्टालों पर दिनभर भीड़ उमड़ती रही और ग्रामीणों ने योजनाओं की जानकारी प्राप्त की। — [473, 129, 609, 326]
article-body — [1141, 270, 1511, 577]
body-text: कार्यक्रम स्थल पर विभिन्न विभागों द्वारा सरकार की जनकल्याणकारी योजनाओं पर आधारित स्टॉल लगाए गए। मुख्य अतिथि ने फीता काटकर प्रदर्शनी का शुभारंभ किया और स्टालों का अवलोकन किया। इसके पश्चात सभागार में दीप प्रज्वलित कर कार्यक्रम का शुभारंभ हुआ। वैदिक इंटर कॉलेज की छात्राओं द्वारा स्वागत गीत प्रस्तुत किया गया। मुख्य अतिथि ने कहा कि पीएम के विजन व सीएम के मिशन से प्रदेश मॉडल के रूप में उभर रहा है। प्रदेश की कानून व्यवस्था नजीर बन गई है और निवेश के क्षेत्र में प्रदेश नंबर वन की ओर अग्रसर है। हमारी नीतियों के प्रति जनता ने जिस प्रकार अपना सहयोग और समर्थन दिया है, उसके लिए आभार। एक जनपद एक उत्पाद योजना से स्थानीय शिल्पियों को वैश्विक पहचान मिली है। डबल इंजन की सरकार गरीबों, किसानों, महिलाओं व युवाओं के उत्थान के लिए संकल्पित है। जिले में विभिन्न योजनाओं के अंतर्गत हजारों लाभार्थियों को लाभान्वित किया गया है। प्रभारी मंत्री ने कहा कि बीते आठ वर्षों में प्रदेश की अर्थव्यवस्था दोगुनी हुई है और युवाओं को रोजगार के व्यापक अवसर मिले हैं। किसान सम्मान निधि, फसल बीमा व सिंचाई सुविधाओं से किसानों की आय बढ़ी है। मातृ शक्ति के सम्मान व सुरक्षा के लिए मिशन शक्ति जैसे अभियान चलाए गए। स्वास्थ्य सुविधाओं का अभूतपूर्व विस्तार हुआ है और मेडिकल कॉलेजों की संख्या में रिकॉर्ड वृद्धि हुई है। अंत में मुख्य विकास अधिकारी ने आए हुए अतिथियों का आभार व्यक्त किया। कार्यक्रम में जिलाधिकारी, पुलिस अधीक्षक, मुख्य विकास अधिकारी सहित अनेक अधिकारी, जनप्रतिनिधि व बड़ी संख्या में क्षेत्रीय जनता उपस्थित रही। — [458, 2023, 791, 2390]
block-mela-photo — [196, 128, 464, 352]
pm-vision-photo — [196, 2022, 449, 2226]
sidebar-title: संक्षेप — [7, 45, 188, 73]
article-meter — [763, 45, 1133, 413]
brief-headline: स्मैक के साथ गिरफ्तार — [7, 1574, 137, 1593]
bullet-icon: ■ — [196, 1436, 203, 1450]
article-body — [952, 420, 1133, 807]
new-standard-photo — [574, 879, 877, 1136]
